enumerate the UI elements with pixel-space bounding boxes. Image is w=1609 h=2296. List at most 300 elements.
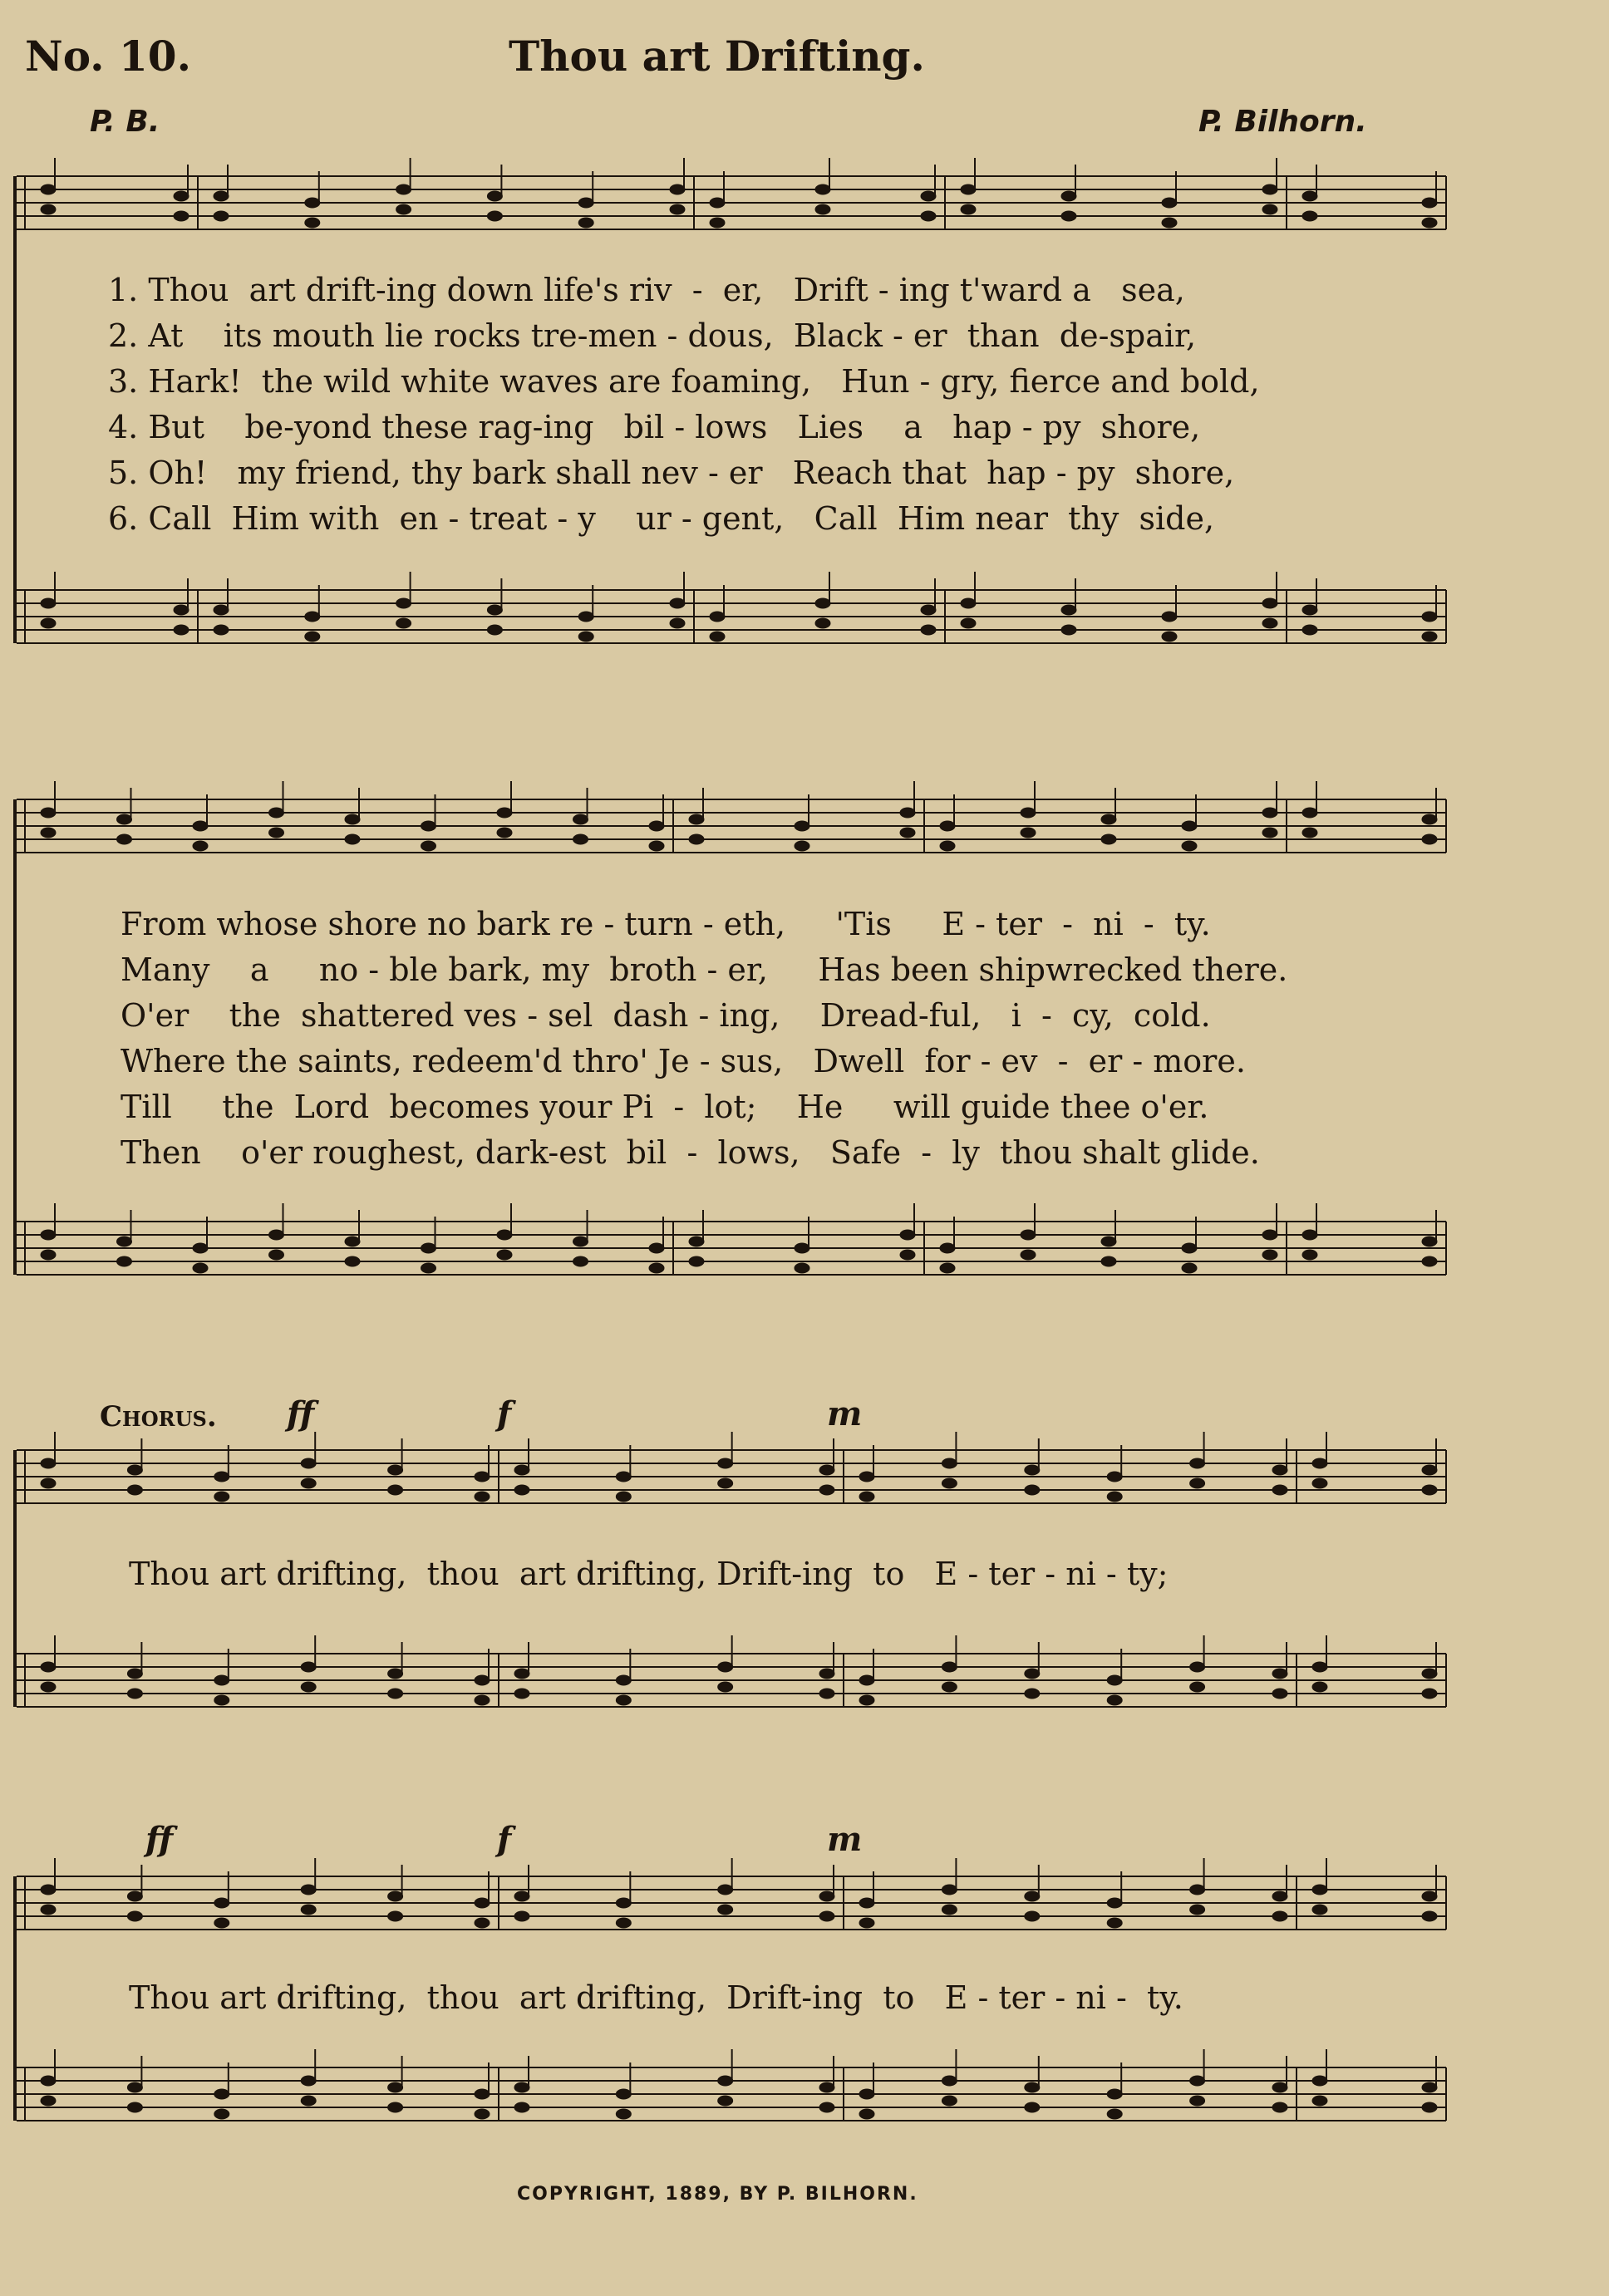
treble-s4-note [942,1885,957,1895]
bass-s1-note [1262,598,1277,608]
dynamic-m-2: m [827,1820,863,1859]
music-by: P. Bilhorn. [1198,105,1367,139]
bass-s1-note [921,625,936,635]
bass-s3-note [1312,1662,1327,1672]
bass-s4-note [1422,2082,1437,2092]
treble-s1-note [578,218,593,228]
bass-s2-note [573,1236,588,1246]
bass-s3-note [942,1682,957,1692]
verse-line-2: 2. At its mouth lie rocks tre-men - dous, Black - er than de-spair, [108,317,1197,354]
bass-s2-note [497,1250,512,1260]
bass-s4-note [1312,2096,1327,2106]
treble-s3-note [1422,1485,1437,1495]
treble-s2-note [117,814,132,824]
treble-s3-note [388,1485,403,1495]
treble-s3-note [859,1472,874,1482]
bass-s2-note [1422,1256,1437,1266]
treble-s1-note [396,204,411,214]
bass-s2-note [1021,1250,1036,1260]
bass-s4-note [942,2096,957,2106]
bass-s3-note [859,1695,874,1705]
bass-s3-note [1422,1689,1437,1699]
treble-s4-note [1272,1891,1287,1901]
verse-line-5: 5. Oh! my friend, thy bark shall nev - er Reach that hap - py shore, [108,455,1235,491]
treble-s1-note [1162,198,1177,208]
treble-s2-note [795,841,809,851]
bass-s2-note [1302,1250,1317,1260]
bass-s4-note [616,2109,631,2119]
bass-s1-note [214,605,229,615]
treble-s4-note [1025,1911,1040,1921]
bass-s1-note [961,598,976,608]
treble-s3-note [1312,1458,1327,1468]
treble-s3-note [475,1472,490,1482]
copyright-notice: COPYRIGHT, 1889, BY P. BILHORN. [517,2184,918,2205]
treble-s2-note [649,821,664,831]
bass-s1-note [710,612,725,622]
treble-s3-note [1025,1485,1040,1495]
bass-s1-note [1262,618,1277,628]
treble-s1-note [396,184,411,194]
bass-s4-note [942,2076,957,2086]
treble-s4-note [1422,1911,1437,1921]
treble-s2-note [269,808,284,818]
hymn-title: Thou art Drifting. [509,32,925,81]
treble-s4-note [475,1898,490,1908]
bass-s2-note [573,1256,588,1266]
bass-s1-note [487,605,502,615]
bass-s2-note [421,1243,436,1253]
treble-s1-note [1262,204,1277,214]
treble-s1-note [174,191,189,201]
treble-s3-note [942,1458,957,1468]
bass-s4-note [1312,2076,1327,2086]
treble-s3-note [1107,1472,1122,1482]
treble-s2-note [41,828,56,838]
treble-s3-note [942,1478,957,1488]
treble-s1-note [41,184,56,194]
treble-s2-note [421,841,436,851]
treble-s3-note [718,1478,733,1488]
treble-s3-note [41,1458,56,1468]
treble-s1-note [815,184,830,194]
bass-s2-note [117,1256,132,1266]
bass-s2-note [900,1250,915,1260]
treble-s2-note [1262,828,1277,838]
bass-s1-note [396,598,411,608]
bass-s2-note [41,1230,56,1240]
verse-line-4: 4. But be-yond these rag-ing bil - lows Lies a hap - py shore, [108,409,1201,445]
bass-s1-note [1302,625,1317,635]
treble-s1-note [305,198,320,208]
bass-s4-note [1107,2089,1122,2099]
bass-s2-note [1101,1256,1116,1266]
treble-s3-note [475,1492,490,1502]
bass-s3-note [127,1669,142,1679]
treble-s2-note [1182,841,1197,851]
hymn-number: No. 10. [25,32,191,81]
verse-line-1b: From whose shore no bark re - turn - eth, 'Tis E - ter - ni - ty. [121,906,1211,942]
bass-s3-note [301,1682,316,1692]
treble-s4-note [1025,1891,1040,1901]
treble-s2-note [117,834,132,844]
treble-s4-note [819,1911,834,1921]
treble-s1-note [670,204,685,214]
treble-s2-note [1302,808,1317,818]
bass-s4-note [475,2089,490,2099]
bass-s2-note [1302,1230,1317,1240]
treble-s2-note [1101,834,1116,844]
bass-s4-note [475,2109,490,2119]
treble-s4-note [514,1911,529,1921]
verse-line-2b: Many a no - ble bark, my broth - er, Has been shipwrecked there. [121,951,1288,988]
treble-s4-note [214,1898,229,1908]
treble-s3-note [1312,1478,1327,1488]
bass-s4-note [301,2096,316,2106]
treble-s4-note [616,1918,631,1928]
treble-s4-note [475,1918,490,1928]
chorus-line-2: Thou art drifting, thou art drifting, Drift-ing to E - ter - ni - ty. [129,1979,1183,2016]
bass-s4-note [301,2076,316,2086]
treble-s4-note [718,1905,733,1915]
bass-s3-note [127,1689,142,1699]
treble-s1-note [710,198,725,208]
treble-s2-note [689,834,704,844]
bass-s1-note [815,598,830,608]
bass-s3-note [41,1662,56,1672]
treble-s2-note [689,814,704,824]
bass-s2-note [497,1230,512,1240]
treble-s1-note [670,184,685,194]
bass-s3-note [718,1662,733,1672]
bass-s2-note [795,1263,809,1273]
treble-s3-note [301,1478,316,1488]
bass-s1-note [487,625,502,635]
treble-s3-note [1422,1465,1437,1475]
treble-s2-note [1262,808,1277,818]
bass-s4-note [388,2082,403,2092]
treble-s2-note [345,834,360,844]
chorus-line-1: Thou art drifting, thou art drifting, Drift-ing to E - ter - ni - ty; [129,1556,1169,1592]
bass-s2-note [1262,1230,1277,1240]
treble-s4-note [214,1918,229,1928]
treble-s2-note [1422,834,1437,844]
bass-s4-note [1272,2102,1287,2112]
bass-s2-note [345,1236,360,1246]
bass-s3-note [475,1675,490,1685]
bass-s3-note [514,1669,529,1679]
bass-s2-note [193,1263,208,1273]
treble-s4-note [127,1891,142,1901]
words-by: P. B. [90,105,160,139]
bass-s4-note [859,2089,874,2099]
treble-s1-note [487,211,502,221]
dynamic-ff: ff [287,1394,315,1433]
bass-s1-note [921,605,936,615]
bass-s2-note [117,1236,132,1246]
dynamic-f: f [497,1394,512,1433]
treble-s4-note [859,1898,874,1908]
treble-s2-note [795,821,809,831]
treble-s2-note [345,814,360,824]
treble-s1-note [1422,198,1437,208]
treble-s2-note [940,821,955,831]
bass-s4-note [127,2082,142,2092]
treble-s2-note [421,821,436,831]
treble-s1-note [815,204,830,214]
treble-s1-note [214,211,229,221]
bass-s2-note [345,1256,360,1266]
treble-s1-note [305,218,320,228]
bass-s4-note [1272,2082,1287,2092]
bass-s4-note [1107,2109,1122,2119]
bass-s1-note [578,632,593,642]
treble-s1-note [921,211,936,221]
treble-s4-note [616,1898,631,1908]
treble-s1-note [921,191,936,201]
treble-s4-note [718,1885,733,1895]
treble-s1-note [1162,218,1177,228]
bass-s4-note [819,2102,834,2112]
treble-s3-note [127,1485,142,1495]
bass-s4-note [1190,2076,1205,2086]
bass-s4-note [616,2089,631,2099]
treble-s2-note [497,828,512,838]
treble-s1-note [1422,218,1437,228]
bass-s1-note [578,612,593,622]
bass-s1-note [174,625,189,635]
verse-block-second-system [121,902,1287,1176]
treble-s2-note [1101,814,1116,824]
bass-s3-note [616,1675,631,1685]
treble-s2-note [269,828,284,838]
bass-s3-note [819,1689,834,1699]
treble-s4-note [819,1891,834,1901]
bass-s3-note [1312,1682,1327,1692]
treble-s3-note [127,1465,142,1475]
bass-s1-note [1162,612,1177,622]
bass-s1-note [815,618,830,628]
treble-s4-note [1312,1885,1327,1895]
bass-s3-note [214,1675,229,1685]
treble-s3-note [616,1492,631,1502]
bass-s4-note [514,2102,529,2112]
treble-s1-note [1302,211,1317,221]
bass-s1-note [396,618,411,628]
bass-s3-note [1272,1689,1287,1699]
verse-block-first-system [108,268,1260,542]
bass-s1-note [41,618,56,628]
treble-s4-note [388,1911,403,1921]
treble-s1-note [41,204,56,214]
bass-s3-note [475,1695,490,1705]
treble-s2-note [1422,814,1437,824]
bass-s2-note [41,1250,56,1260]
bass-s4-note [819,2082,834,2092]
treble-s4-note [1312,1905,1327,1915]
bass-s1-note [1302,605,1317,615]
bass-s1-note [1422,612,1437,622]
verse-line-1: 1. Thou art drift-ing down life's riv - er, Drift - ing t'ward a sea, [108,272,1185,308]
bass-s4-note [388,2102,403,2112]
bass-s4-note [1025,2082,1040,2092]
dynamic-ff-2: ff [145,1820,174,1859]
bass-s2-note [1182,1243,1197,1253]
bass-s1-note [961,618,976,628]
treble-s4-note [1190,1885,1205,1895]
verse-line-6b: Then o'er roughest, dark-est bil - lows, Safe - ly thou shalt glide. [121,1134,1260,1171]
bass-s2-note [193,1243,208,1253]
verse-line-4b: Where the saints, redeem'd thro' Je - sus, Dwell for - ev - er - more. [121,1043,1246,1079]
treble-s2-note [193,821,208,831]
verse-line-3b: O'er the shattered ves - sel dash - ing, Dread-ful, i - cy, cold. [121,997,1211,1034]
treble-s3-note [41,1478,56,1488]
treble-s3-note [514,1465,529,1475]
bass-s1-note [670,598,685,608]
treble-s2-note [41,808,56,818]
treble-s3-note [1272,1465,1287,1475]
dynamic-m: m [827,1394,863,1433]
treble-s2-note [1302,828,1317,838]
bass-s3-note [301,1662,316,1672]
treble-s4-note [1107,1898,1122,1908]
treble-s4-note [41,1885,56,1895]
bass-s3-note [41,1682,56,1692]
treble-s2-note [193,841,208,851]
treble-s1-note [1262,184,1277,194]
bass-s4-note [214,2109,229,2119]
treble-s2-note [649,841,664,851]
treble-s3-note [1190,1478,1205,1488]
treble-s2-note [1021,828,1036,838]
bass-s3-note [388,1669,403,1679]
bass-s4-note [1422,2102,1437,2112]
treble-s3-note [1107,1492,1122,1502]
treble-s1-note [174,211,189,221]
bass-s4-note [514,2082,529,2092]
bass-s3-note [859,1675,874,1685]
bass-s3-note [942,1662,957,1672]
bass-s3-note [819,1669,834,1679]
treble-s3-note [514,1485,529,1495]
treble-s1-note [1061,211,1076,221]
bass-s1-note [305,612,320,622]
verse-line-3: 3. Hark! the wild white waves are foaming, Hun - gry, fierce and bold, [108,363,1260,400]
bass-s3-note [1025,1689,1040,1699]
treble-s4-note [41,1905,56,1915]
bass-s4-note [718,2096,733,2106]
treble-s3-note [616,1472,631,1482]
bass-s2-note [1021,1230,1036,1240]
dynamic-f-2: f [497,1820,512,1859]
treble-s3-note [819,1485,834,1495]
treble-s3-note [859,1492,874,1502]
treble-s4-note [1107,1918,1122,1928]
bass-s3-note [1025,1669,1040,1679]
treble-s1-note [214,191,229,201]
treble-s4-note [942,1905,957,1915]
bass-s2-note [1101,1236,1116,1246]
bass-s1-note [1061,605,1076,615]
treble-s3-note [388,1465,403,1475]
treble-s3-note [214,1492,229,1502]
bass-s2-note [689,1236,704,1246]
bass-s2-note [649,1243,664,1253]
bass-s1-note [710,632,725,642]
bass-s1-note [1061,625,1076,635]
bass-s2-note [1262,1250,1277,1260]
bass-s3-note [514,1689,529,1699]
bass-s4-note [859,2109,874,2119]
treble-s2-note [1182,821,1197,831]
treble-s4-note [388,1891,403,1901]
bass-s4-note [41,2076,56,2086]
treble-s4-note [859,1918,874,1928]
treble-s2-note [497,808,512,818]
bass-s4-note [1025,2102,1040,2112]
treble-s3-note [1190,1458,1205,1468]
bass-s2-note [1422,1236,1437,1246]
treble-s1-note [710,218,725,228]
treble-s3-note [301,1458,316,1468]
treble-s1-note [961,204,976,214]
bass-s2-note [689,1256,704,1266]
treble-s2-note [940,841,955,851]
bass-s1-note [41,598,56,608]
bass-s4-note [127,2102,142,2112]
chorus-label: Chorus. [100,1400,217,1433]
treble-s1-note [487,191,502,201]
bass-s1-note [214,625,229,635]
bass-s2-note [269,1230,284,1240]
treble-s2-note [900,808,915,818]
bass-s4-note [214,2089,229,2099]
bass-s2-note [421,1263,436,1273]
treble-s1-note [1061,191,1076,201]
bass-s4-note [1190,2096,1205,2106]
bass-s2-note [900,1230,915,1240]
bass-s1-note [174,605,189,615]
bass-s4-note [41,2096,56,2106]
treble-s1-note [961,184,976,194]
verse-line-5b: Till the Lord becomes your Pi - lot; He will guide thee o'er. [121,1089,1209,1125]
treble-s3-note [819,1465,834,1475]
treble-s2-note [900,828,915,838]
treble-s2-note [573,834,588,844]
treble-s1-note [578,198,593,208]
bass-s3-note [1190,1682,1205,1692]
bass-s3-note [1422,1669,1437,1679]
bass-s3-note [388,1689,403,1699]
bass-s2-note [649,1263,664,1273]
treble-s3-note [214,1472,229,1482]
treble-s2-note [573,814,588,824]
bass-s1-note [1162,632,1177,642]
bass-s2-note [795,1243,809,1253]
treble-s4-note [301,1885,316,1895]
bass-s1-note [305,632,320,642]
bass-s3-note [718,1682,733,1692]
bass-s2-note [1182,1263,1197,1273]
treble-s3-note [1025,1465,1040,1475]
bass-s2-note [940,1263,955,1273]
bass-s3-note [1272,1669,1287,1679]
treble-s4-note [127,1911,142,1921]
bass-s3-note [1190,1662,1205,1672]
treble-s2-note [1021,808,1036,818]
bass-s1-note [1422,632,1437,642]
bass-s4-note [718,2076,733,2086]
